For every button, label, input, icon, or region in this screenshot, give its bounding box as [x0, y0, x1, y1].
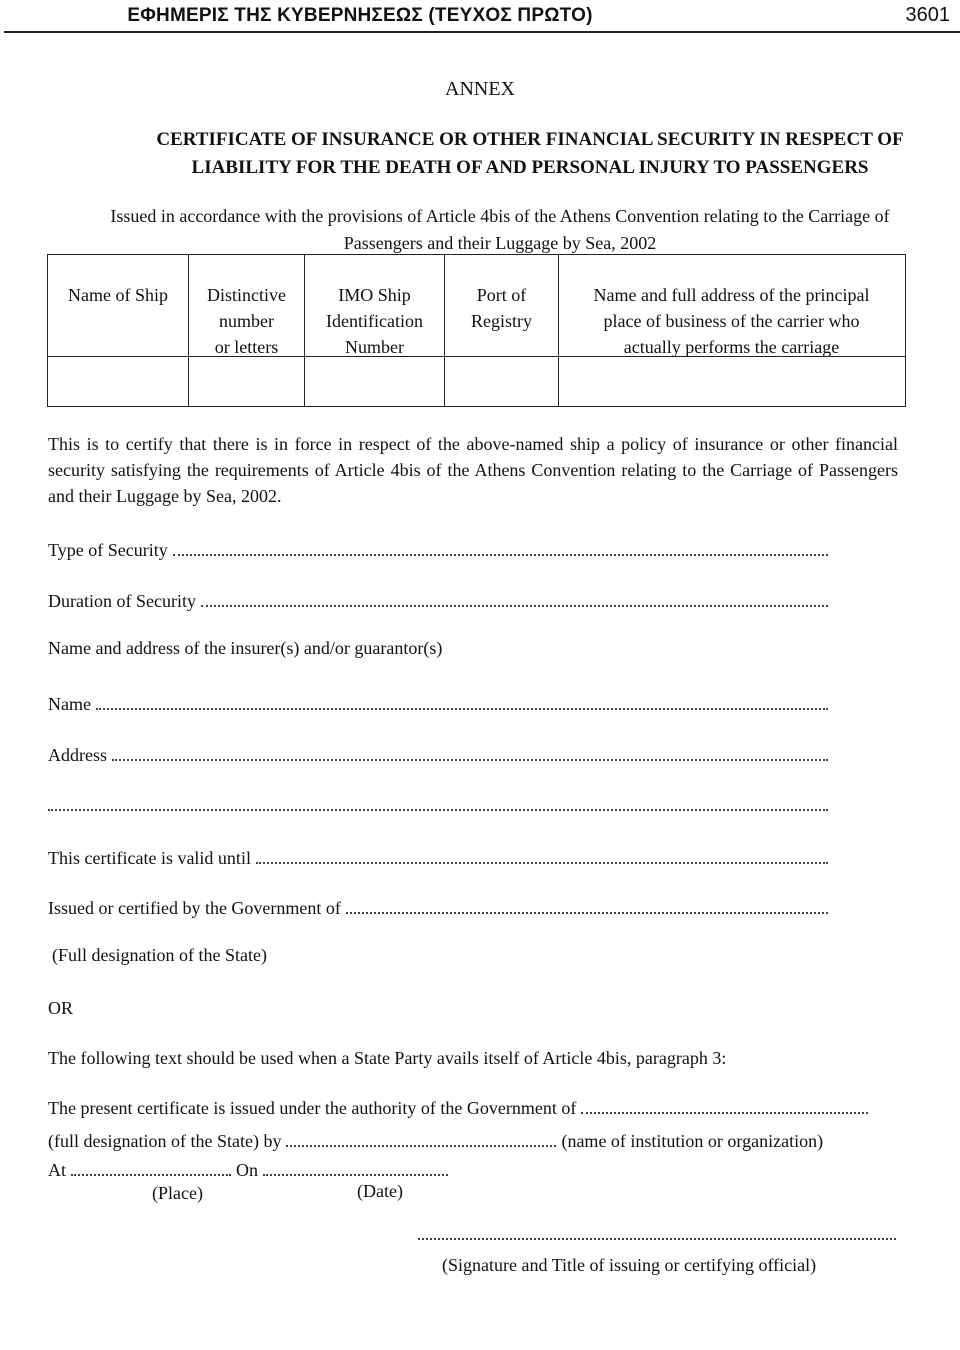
- date-dotted-line[interactable]: [263, 1174, 448, 1176]
- field-label: Address: [48, 745, 107, 765]
- insurer-heading: Name and address of the insurer(s) and/or guarantor(s): [48, 638, 443, 658]
- designation-by-line: [48, 1126, 823, 1152]
- header-text: Name of Ship: [68, 285, 168, 305]
- dotted-line: [112, 759, 828, 761]
- full-designation-state-label: (Full designation of the State): [52, 945, 267, 965]
- state-party-instruction: The following text should be used when a State Party avails itself of Article 4bis, paragraph 3:: [48, 1048, 727, 1068]
- annex-heading: ANNEX: [445, 78, 515, 100]
- issued-by-government-field[interactable]: [48, 893, 828, 919]
- header-text: place of business of the carrier who: [603, 311, 860, 331]
- on-label: On: [236, 1160, 258, 1180]
- valid-until-field[interactable]: [48, 843, 828, 869]
- address-continuation-field[interactable]: [48, 790, 828, 816]
- header-text: Name and full address of the principal: [593, 285, 870, 305]
- or-separator: OR: [48, 998, 74, 1018]
- header-text: Number: [345, 337, 404, 357]
- certificate-title: [130, 126, 930, 182]
- header-text: IMO Ship: [338, 285, 411, 305]
- dotted-line: [48, 809, 828, 811]
- place-caption: (Place): [152, 1183, 203, 1203]
- header-text: Port of: [476, 285, 527, 305]
- header-carrier-address: [559, 255, 904, 356]
- type-of-security-field[interactable]: [48, 535, 828, 561]
- dotted-line: [173, 554, 828, 556]
- header-text: Identification: [326, 311, 423, 331]
- institution-label: (name of institution or organization): [561, 1131, 824, 1151]
- field-label: (full designation of the State) by: [48, 1131, 282, 1151]
- header-name-of-ship: [48, 255, 189, 356]
- insurer-address-field[interactable]: [48, 740, 828, 766]
- institution-dotted-line[interactable]: [286, 1145, 556, 1147]
- header-rule: [4, 31, 960, 33]
- cell-port-of-registry[interactable]: [445, 357, 559, 407]
- date-caption: (Date): [357, 1181, 403, 1201]
- certification-statement: This is to certify that there is in force in respect of the above-named ship a policy of insurance or other financial security satisfying the requirements of Article 4bis of the Athens Convention relating to the Carriage of Passengers and their Luggage by Sea, 2002.: [48, 434, 898, 506]
- field-label: Issued or certified by the Government of: [48, 898, 341, 918]
- ship-particulars-table: [47, 254, 906, 407]
- signature-caption: (Signature and Title of issuing or certifying official): [442, 1255, 817, 1275]
- issued-line-2: Passengers and their Luggage by Sea, 2002: [343, 233, 657, 253]
- certificate-title-line-1: CERTIFICATE OF INSURANCE OR OTHER FINANCIAL SECURITY IN RESPECT OF: [156, 129, 904, 150]
- field-label: This certificate is valid until: [48, 848, 251, 868]
- field-label: Type of Security: [48, 540, 168, 560]
- signature-dotted-line[interactable]: [418, 1238, 896, 1240]
- header-text: actually performs the carriage: [623, 337, 840, 357]
- field-label: The present certificate is issued under the authority of the Government of: [48, 1098, 577, 1118]
- present-certificate-field[interactable]: [48, 1093, 868, 1119]
- dotted-line: [581, 1112, 868, 1114]
- journal-title: ΕΦΗΜΕΡΙΣ ΤΗΣ ΚΥΒΕΡΝΗΣΕΩΣ (ΤΕΥΧΟΣ ΠΡΩΤΟ): [127, 5, 593, 26]
- issued-line-1: Issued in accordance with the provisions of Article 4bis of the Athens Convention relating to the Carriage of: [110, 206, 890, 226]
- at-label: At: [48, 1160, 66, 1180]
- cell-distinctive-number[interactable]: [189, 357, 305, 407]
- header-text: Registry: [471, 311, 532, 331]
- cell-name-of-ship[interactable]: [48, 357, 189, 407]
- page-number: 3601: [905, 4, 950, 26]
- dotted-line: [346, 912, 828, 914]
- table-entry-row: [48, 356, 905, 407]
- field-label: Name: [48, 694, 91, 714]
- header-text: number: [219, 311, 274, 331]
- running-header: [0, 0, 960, 32]
- header-port-of-registry: [445, 255, 559, 356]
- dotted-line: [201, 605, 828, 607]
- duration-of-security-field[interactable]: [48, 586, 828, 612]
- place-dotted-line[interactable]: [71, 1174, 231, 1176]
- place-date-line: [48, 1155, 453, 1181]
- header-imo-number: [305, 255, 445, 356]
- insurer-name-field[interactable]: [48, 689, 828, 715]
- field-label: Duration of Security: [48, 591, 196, 611]
- certificate-title-line-2: LIABILITY FOR THE DEATH OF AND PERSONAL INJURY TO PASSENGERS: [191, 157, 869, 178]
- dotted-line: [256, 862, 828, 864]
- header-distinctive-number: [189, 255, 305, 356]
- dotted-line: [96, 708, 828, 710]
- issued-in-accordance: [60, 203, 940, 257]
- header-text: Distinctive: [207, 285, 286, 305]
- header-text: or letters: [214, 337, 279, 357]
- cell-imo-number[interactable]: [305, 357, 445, 407]
- cell-carrier-address[interactable]: [559, 357, 904, 407]
